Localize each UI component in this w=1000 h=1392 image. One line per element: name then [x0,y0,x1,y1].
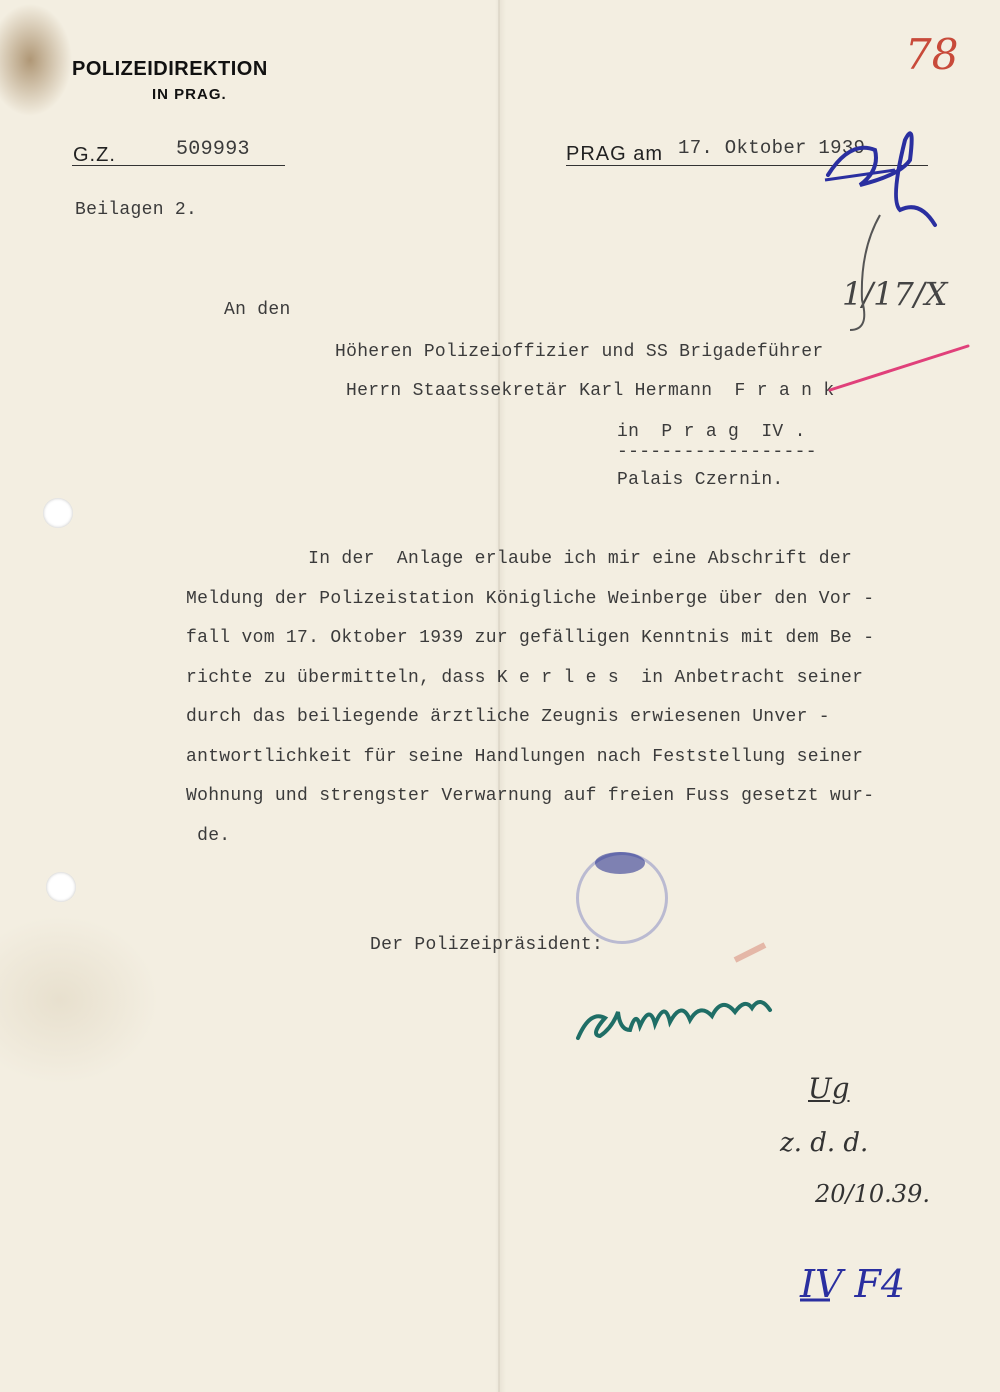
body-line: Wohnung und strengster Verwarnung auf freien Fuss gesetzt wur- [186,786,875,806]
body-line: Meldung der Polizeistation Königliche Weinberge über den Vor - [186,588,875,609]
punch-hole-bottom [46,872,76,902]
body-line: de. [186,825,231,846]
bottom-zdd-note: z. d. d. [780,1128,869,1158]
punch-hole-top [43,498,73,528]
letterhead-title: POLIZEIDIREKTION [72,58,268,80]
body-line: antwortlichkeit für seine Handlungen nach Feststellung seiner [186,746,864,767]
date-city-label: PRAG am [566,143,664,165]
addressee-line-2: Herrn Staatssekretär Karl Hermann F r a n k [346,381,835,401]
letter-body [186,549,874,865]
addressee-line-3: in P r a g IV . [617,422,806,442]
pink-pencil-stroke [830,346,968,390]
page-number-note: 78 [905,30,959,79]
body-line: fall vom 17. Oktober 1939 zur gefälligen Kenntnis mit dem Be - [186,628,875,648]
addressee-underline: ------------------ [617,442,817,462]
enclosures-line: Beilagen 2. [75,200,198,220]
bottom-initial-note: Ug [808,1072,850,1105]
reference-label: G.Z. [73,144,116,166]
letterhead-subtitle: IN PRAG. [152,86,227,103]
signature [578,1002,770,1038]
date-underline [566,165,928,166]
reference-underline [72,165,285,166]
body-line: richte zu übermitteln, dass K e r l e s in Anbetracht seiner [186,667,864,688]
bottom-date-note: 20/10.39. [815,1180,930,1208]
stamp-ink-blot [595,852,645,874]
margin-date-note: 1/17/X [842,275,948,313]
closing-title: Der Polizeipräsident: [370,935,604,955]
bottom-file-note: IV F4 [800,1262,906,1306]
reference-number: 509993 [176,138,250,161]
salutation: An den [224,300,291,320]
date-value: 17. Oktober 1939 [678,137,866,159]
addressee-line-4: Palais Czernin. [617,470,784,490]
addressee-line-1: Höheren Polizeioffizier und SS Brigadeführer [335,342,824,362]
body-line: In der Anlage erlaube ich mir eine Abschrift der [186,549,853,569]
body-line: durch das beiliegende ärztliche Zeugnis erwiesenen Unver - [186,707,830,727]
